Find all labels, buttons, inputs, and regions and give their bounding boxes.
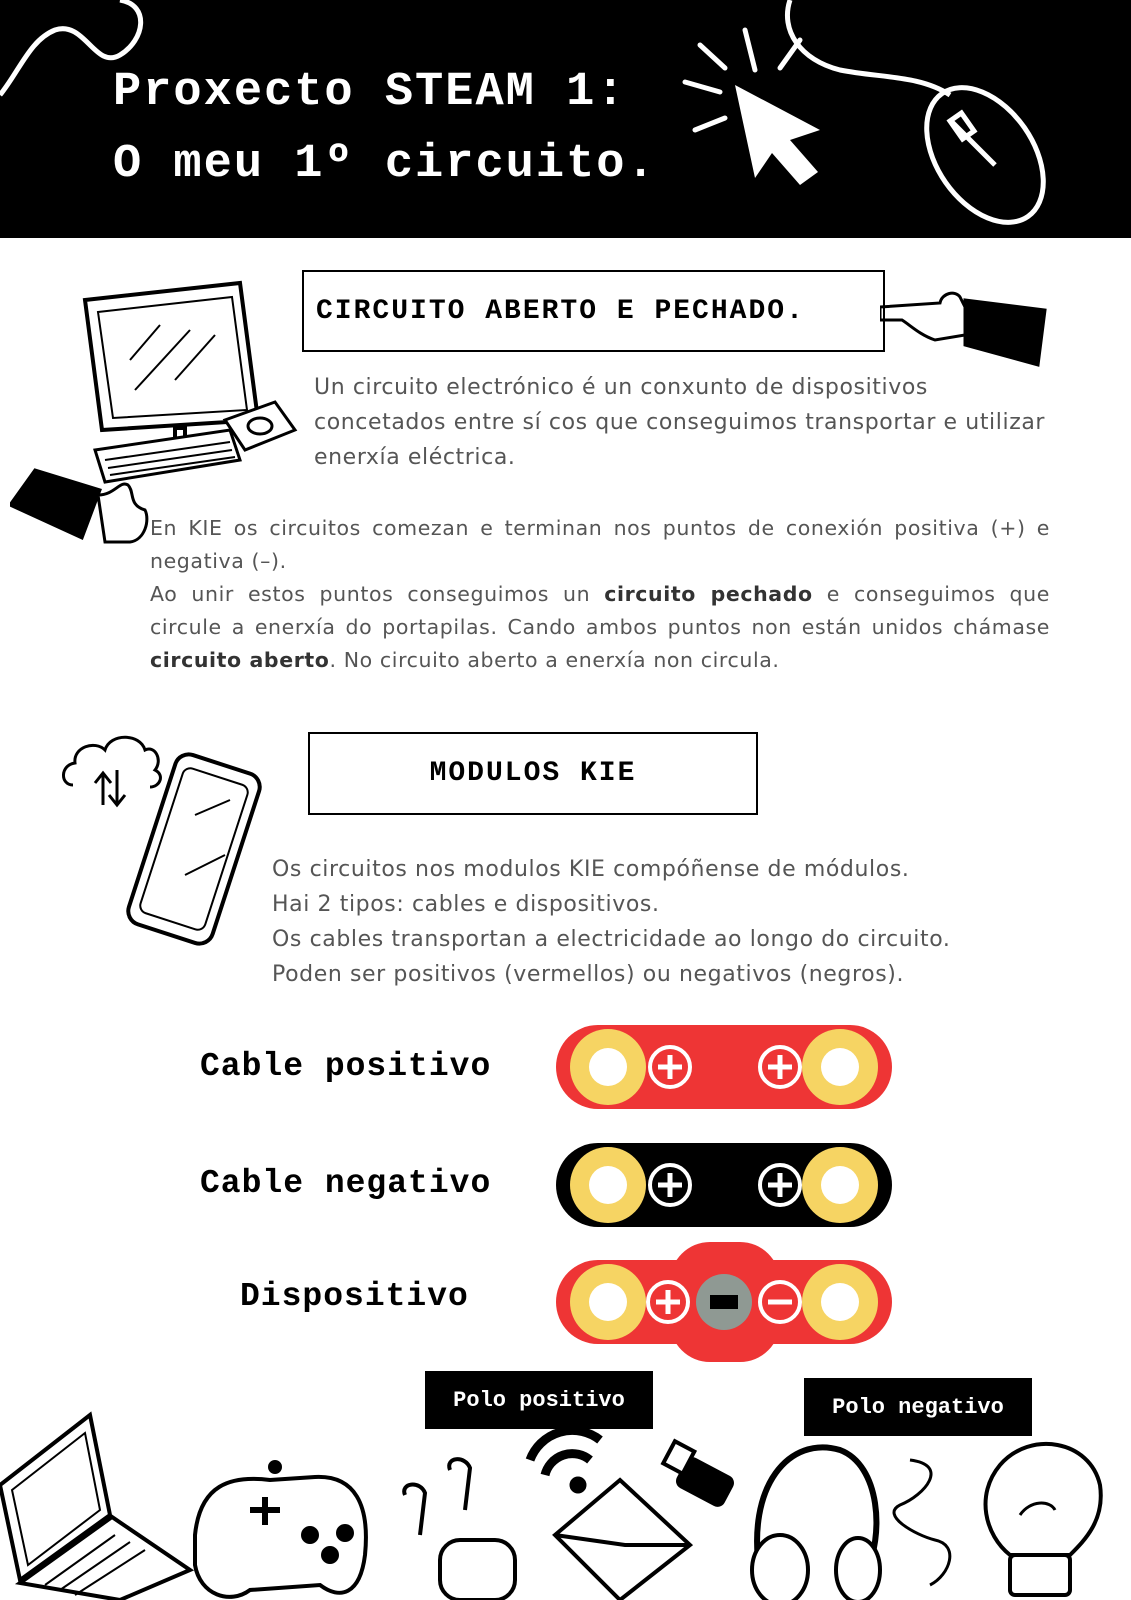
pointing-hand-illustration: [880, 285, 1050, 375]
kie-modules-graphic: [550, 1015, 900, 1390]
section2-line: Os circuitos nos modulos KIE compóñense de módulos.: [272, 857, 910, 882]
paragraph2-line1: En KIE os circuitos comezan e terminan nos puntos de conexión positiva (+) e negativa (–).: [150, 516, 1050, 573]
laptop-icon: [0, 1415, 190, 1600]
section2-line: Hai 2 tipos: cables e dispositivos.: [272, 892, 660, 917]
label-dispositivo: Dispositivo: [240, 1278, 469, 1315]
light-bulb-icon: [986, 1444, 1101, 1595]
title-line-2: O meu 1º circuito.: [113, 138, 657, 191]
headphones-icon: [752, 1447, 880, 1600]
section2-title: MODULOS KIE: [308, 732, 758, 815]
section2-paragraph: [272, 852, 1072, 992]
footer-doodles: [0, 1405, 1131, 1600]
polo-positivo-tag: Polo positivo: [425, 1371, 653, 1429]
paragraph2-pre: Ao unir estos puntos conseguimos un: [150, 582, 605, 606]
envelope-icon: [555, 1480, 690, 1600]
wifi-icon: [530, 1430, 600, 1489]
bold-circuito-pechado: circuito pechado: [604, 582, 813, 606]
cable-positivo-module: [556, 1025, 892, 1109]
cable-icon: [894, 1460, 950, 1585]
mouse-icon: [787, 0, 1067, 238]
dispositivo-module: [556, 1242, 892, 1362]
paragraph2-mid: e conseguimos que circule a enerxía do portapilas. Cando ambos puntos non están unidos chámase: [150, 582, 1050, 639]
section1-paragraph1: Un circuito electrónico é un conxunto de dispositivos concetados entre sí cos que conseguimos transportar e utilizar enerxía eléctrica.: [314, 375, 1046, 470]
header-doodles: [0, 0, 1131, 238]
polo-negativo-tag: Polo negativo: [804, 1378, 1032, 1436]
game-controller-icon: [195, 1462, 366, 1597]
title-line-1: Proxecto STEAM 1:: [113, 66, 627, 119]
paragraph2-post: . No circuito aberto a enerxía non circula.: [329, 648, 780, 672]
section2-illustration: [55, 725, 285, 950]
thumbs-up-hand-icon: [10, 470, 147, 542]
earbuds-icon: [404, 1459, 515, 1600]
keyboard-icon: [95, 430, 240, 482]
section2-line: Os cables transportan a electricidade ao longo do circuito.: [272, 927, 951, 952]
section1-title: CIRCUITO ABERTO E PECHADO.: [302, 270, 885, 352]
cloud-sync-icon: [63, 737, 160, 805]
cable-negativo-module: [556, 1143, 892, 1227]
label-cable-positivo: Cable positivo: [200, 1048, 492, 1085]
usb-drive-icon: [663, 1441, 734, 1507]
device-component-icon: [696, 1274, 752, 1330]
bold-circuito-aberto: circuito aberto: [150, 648, 330, 672]
section2-line: Poden ser positivos (vermellos) ou negativos (negros).: [272, 962, 905, 987]
label-cable-negativo: Cable negativo: [200, 1165, 492, 1202]
section1-paragraph2: [150, 512, 1050, 677]
cursor-arrow-icon: [735, 85, 820, 185]
pointing-hand-icon: [880, 293, 1045, 365]
header-banner: [0, 0, 1131, 238]
